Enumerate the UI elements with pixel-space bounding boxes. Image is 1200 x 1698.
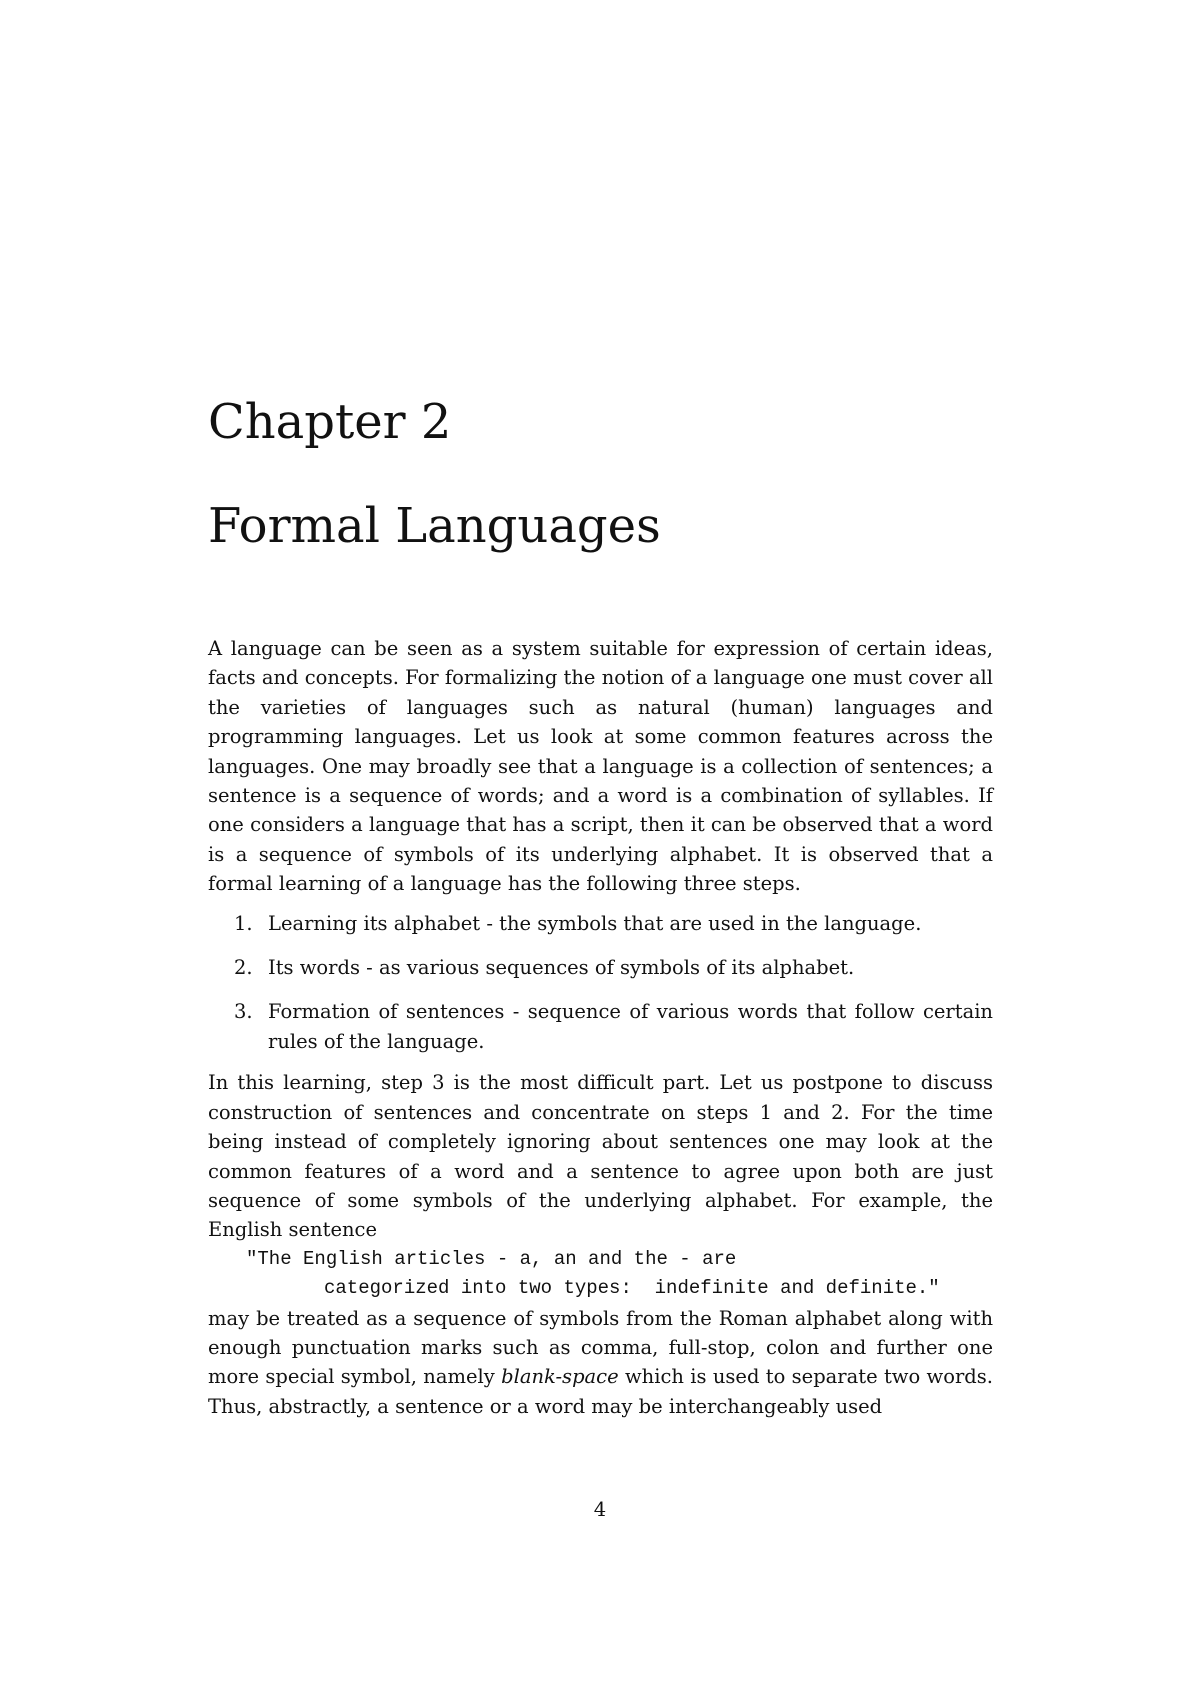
third-paragraph xyxy=(208,1304,993,1422)
list-item-text: Learning its alphabet - the symbols that are used in the language. xyxy=(268,911,922,935)
chapter-label: Chapter 2 xyxy=(208,394,452,450)
quote-line-2: categorized into two types: indefinite and definite." xyxy=(324,1277,940,1300)
third-paragraph-end: which is used to separate two words. Thus, abstractly, a sentence or a word may be interchangeably used xyxy=(208,1365,993,1418)
list-item xyxy=(208,997,993,1056)
list-item xyxy=(208,909,993,938)
chapter-title: Formal Languages xyxy=(208,498,661,554)
list-item-number: 3. xyxy=(234,1000,253,1024)
quote-line-1: "The English articles - a, an and the - are xyxy=(246,1247,737,1270)
chapter-body xyxy=(208,634,993,1421)
list-item-number: 1. xyxy=(234,911,253,935)
list-item xyxy=(208,953,993,982)
list-item-number: 2. xyxy=(234,956,253,980)
list-item-text: Its words - as various sequences of symbols of its alphabet. xyxy=(268,956,855,980)
page-number: 4 xyxy=(593,1498,607,1521)
steps-list xyxy=(208,909,993,1057)
second-paragraph: In this learning, step 3 is the most difficult part. Let us postpone to discuss construction of sentences and concentrate on steps 1 and 2. For the time being instead of completely ignoring about sentences one may look at the common features of a word and a sentence to agree upon both are just sequence of some symbols of the underlying alphabet. For example, the English sentence xyxy=(208,1071,993,1242)
third-paragraph-start: may be treated as a sequence of symbols from the Roman alphabet along with enough punctuation marks such as comma, full-stop, colon and further one more special symbol, namely xyxy=(208,1306,993,1389)
emphasized-term: blank-space xyxy=(501,1365,619,1389)
list-item-text: Formation of sentences - sequence of various words that follow certain rules of the language. xyxy=(268,1000,993,1053)
intro-paragraph: A language can be seen as a system suitable for expression of certain ideas, facts and concepts. For formalizing the notion of a language one must cover all the varieties of languages such as natural (human) languages and programming languages. Let us look at some common features across the languages. One may broadly see that a language is a collection of sentences; a sentence is a sequence of words; and a word is a combination of syllables. If one considers a language that has a script, then it can be observed that a word is a sequence of symbols of its underlying alphabet. It is observed that a formal learning of a language has the following three steps. xyxy=(208,637,993,896)
